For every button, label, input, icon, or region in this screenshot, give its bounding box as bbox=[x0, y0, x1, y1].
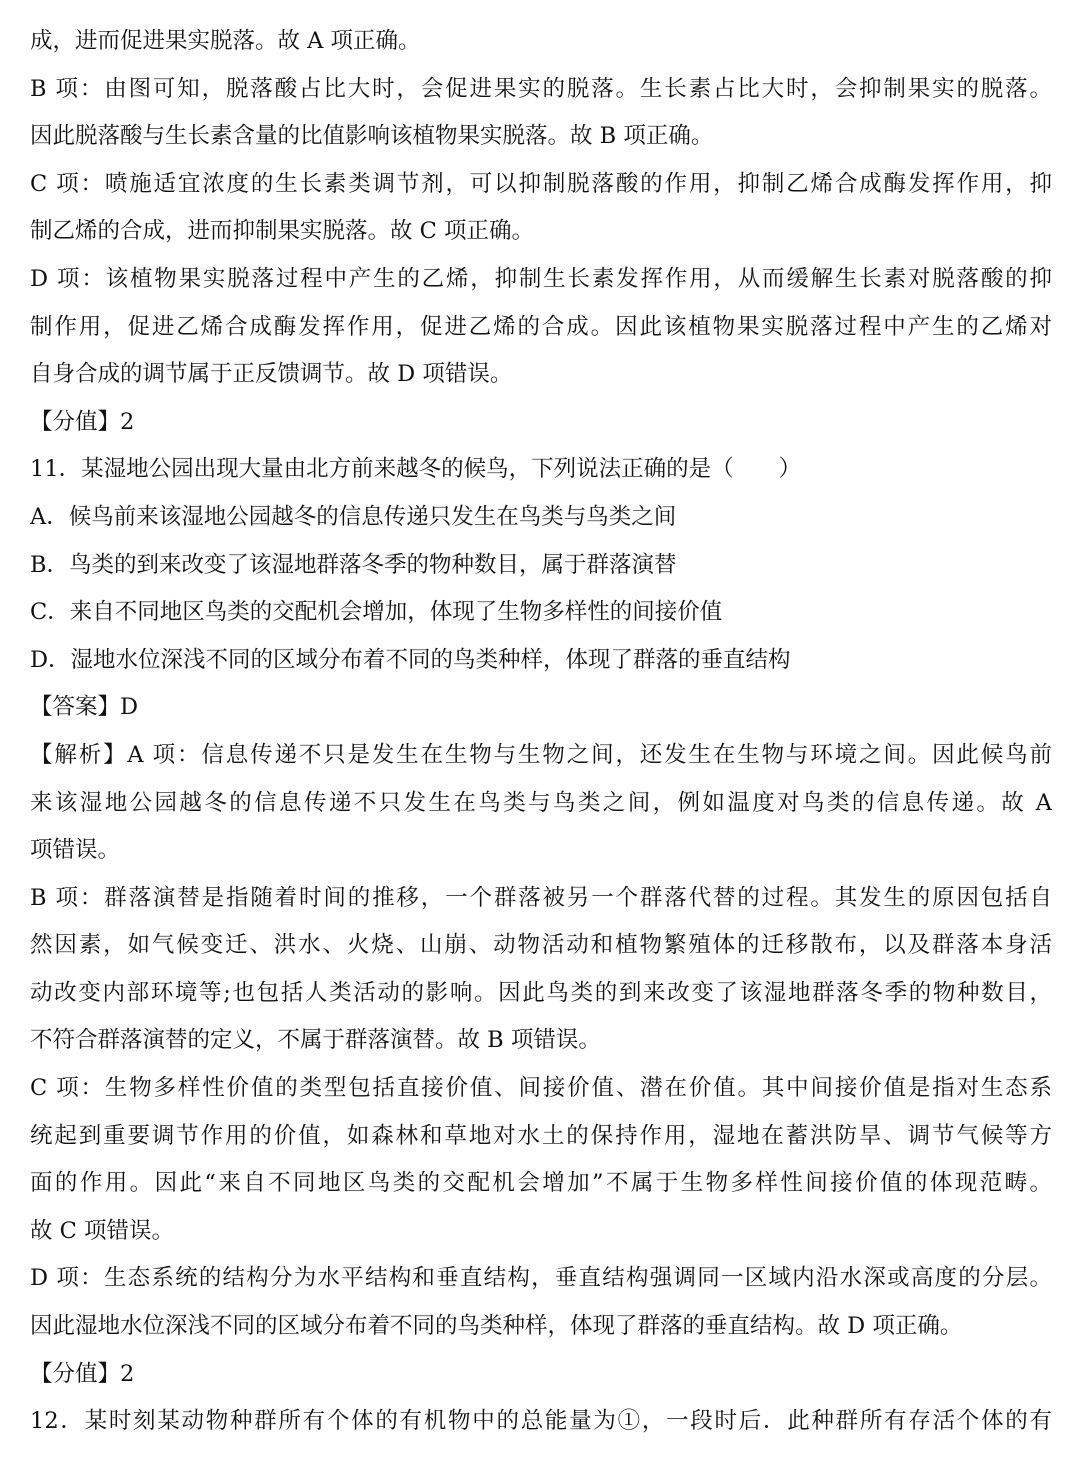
analysis-line-9: 统起到重要调节作用的价值，如森林和草地对水土的保持作用，湿地在蓄洪防旱、调节气候等方 bbox=[30, 1122, 1052, 1149]
score-label: 【分值】2 bbox=[30, 408, 135, 435]
text-line-1: 成，进而促进果实脱落。故 A 项正确。 bbox=[30, 28, 421, 54]
analysis-line-3: 项错误。 bbox=[30, 837, 121, 864]
analysis-line-2: 来该湿地公园越冬的信息传递不只发生在鸟类与鸟类之间，例如温度对鸟类的信息传递。故 A bbox=[30, 789, 1052, 816]
text-line-4: C 项：喷施适宜浓度的生长素类调节剂，可以抑制脱落酸的作用，抑制乙烯合成酶发挥作用，抑 bbox=[30, 170, 1052, 197]
text-line-6: D 项：该植物果实脱落过程中产生的乙烯，抑制生长素发挥作用，从而缓解生长素对脱落酸的抑 bbox=[30, 265, 1052, 292]
score-label-2: 【分值】2 bbox=[30, 1360, 135, 1387]
option-a: A．候鸟前来该湿地公园越冬的信息传递只发生在鸟类与鸟类之间 bbox=[30, 503, 677, 530]
analysis-line-7: 不符合群落演替的定义，不属于群落演替。故 B 项错误。 bbox=[30, 1027, 601, 1054]
analysis-line-5: 然因素，如气候变迁、洪水、火烧、山崩、动物活动和植物繁殖体的迁移散布，以及群落本身活 bbox=[30, 932, 1052, 959]
analysis-line-8: C 项：生物多样性价值的类型包括直接价值、间接价值、潜在价值。其中间接价值是指对生态系 bbox=[30, 1075, 1052, 1102]
question-11-stem: 11．某湿地公园出现大量由北方前来越冬的候鸟，下列说法正确的是（ ） bbox=[30, 456, 802, 483]
option-c: C．来自不同地区鸟类的交配机会增加，体现了生物多样性的间接价值 bbox=[30, 599, 723, 626]
analysis-line-13: 因此湿地水位深浅不同的区域分布着不同的鸟类种样，体现了群落的垂直结构。故 D 项正确。 bbox=[30, 1313, 963, 1340]
answer-label: 【答案】D bbox=[30, 694, 139, 721]
question-12-stem: 12．某时刻某动物种群所有个体的有机物中的总能量为①，一段时后．此种群所有存活个体的有 bbox=[30, 1408, 1052, 1435]
analysis-line-1: 【解析】A 项：信息传递不只是发生在生物与生物之间，还发生在生物与环境之间。因此候鸟前 bbox=[30, 741, 1052, 768]
analysis-line-4: B 项：群落演替是指随着时间的推移，一个群落被另一个群落代替的过程。其发生的原因包括自 bbox=[30, 884, 1052, 911]
option-d: D．湿地水位深浅不同的区域分布着不同的鸟类种样，体现了群落的垂直结构 bbox=[30, 646, 791, 673]
option-b: B．鸟类的到来改变了该湿地群落冬季的物种数目，属于群落演替 bbox=[30, 551, 677, 578]
analysis-line-6: 动改变内部环境等;也包括人类活动的影响。因此鸟类的到来改变了该湿地群落冬季的物种数目， bbox=[30, 979, 1052, 1006]
text-line-8: 自身合成的调节属于正反馈调节。故 D 项错误。 bbox=[30, 361, 513, 388]
text-line-2: B 项：由图可知，脱落酸占比大时，会促进果实的脱落。生长素占比大时，会抑制果实的脱落。 bbox=[30, 75, 1052, 102]
text-line-7: 制作用，促进乙烯合成酶发挥作用，促进乙烯的合成。因此该植物果实脱落过程中产生的乙烯对 bbox=[30, 313, 1052, 340]
text-line-3: 因此脱落酸与生长素含量的比值影响该植物果实脱落。故 B 项正确。 bbox=[30, 123, 714, 150]
analysis-line-12: D 项：生态系统的结构分为水平结构和垂直结构，垂直结构强调同一区域内沿水深或高度的分层。 bbox=[30, 1265, 1052, 1292]
analysis-line-10: 面的作用。因此“来自不同地区鸟类的交配机会增加”不属于生物多样性间接价值的体现范畴。 bbox=[30, 1170, 1052, 1197]
analysis-line-11: 故 C 项错误。 bbox=[30, 1217, 175, 1244]
text-line-5: 制乙烯的合成，进而抑制果实脱落。故 C 项正确。 bbox=[30, 218, 535, 245]
